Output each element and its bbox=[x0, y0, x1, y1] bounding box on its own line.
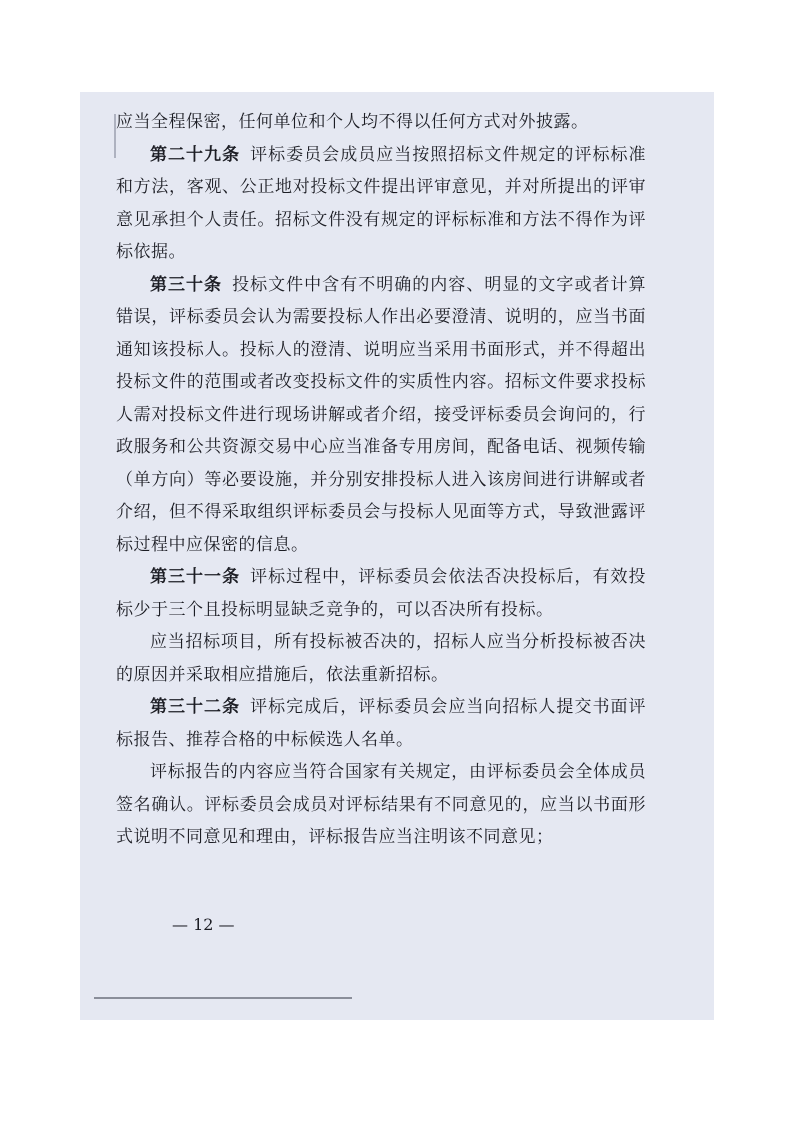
article-heading: 第二十九条 bbox=[150, 144, 241, 165]
paragraph-text: 评标完成后，评标委员会应当向招标人提交书面评标报告、推荐合格的中标候选人名单。 bbox=[116, 697, 647, 750]
paragraph bbox=[116, 106, 646, 139]
document-body bbox=[116, 106, 646, 854]
paragraph-article-32 bbox=[116, 691, 646, 756]
paragraph-text: 投标文件中含有不明确的内容、明显的文字或者计算错误，评标委员会认为需要投标人作出必要澄清、说明的，应当书面通知该投标人。投标人的澄清、说明应当采用书面形式，并不得超出投标文件的范围或者改变投标文件的实质性内容。招标文件要求投标人需对投标文件进行现场讲解或者介绍，接受评标委员会询问的，行政服务和公共资源交易中心应当准备专用房间，配备电话、视频传输（单方向）等必要设施，并分别安排投标人进入该房间进行讲解或者介绍，但不得采取组织评标委员会与投标人见面等方式，导致泄露评标过程中应保密的信息。 bbox=[116, 274, 647, 555]
paragraph-text: 评标报告的内容应当符合国家有关规定，由评标委员会全体成员签名确认。评标委员会成员对评标结果有不同意见的，应当以书面形式说明不同意见和理由，评标报告应当注明该不同意见； bbox=[116, 762, 646, 847]
article-heading: 第三十一条 bbox=[150, 567, 241, 587]
paragraph-text: 应当招标项目，所有投标被否决的，招标人应当分析投标被否决的原因并采取相应措施后，依法重新招标。 bbox=[116, 632, 646, 685]
article-heading: 第三十二条 bbox=[150, 697, 241, 717]
paragraph bbox=[116, 626, 646, 691]
paragraph-article-29 bbox=[116, 139, 646, 269]
article-heading: 第三十条 bbox=[150, 274, 223, 295]
paragraph-article-31 bbox=[116, 561, 646, 626]
paragraph bbox=[116, 756, 646, 854]
paragraph-text: 评标委员会成员应当按照招标文件规定的评标标准和方法，客观、公正地对投标文件提出评审意见，并对所提出的评审意见承担个人责任。招标文件没有规定的评标标准和方法不得作为评标依据。 bbox=[116, 144, 647, 262]
page-number: — 12 — bbox=[172, 915, 235, 934]
paragraph-text: 评标过程中，评标委员会依法否决投标后，有效投标少于三个且投标明显缺乏竞争的，可以否决所有投标。 bbox=[116, 567, 647, 620]
paragraph-text: 应当全程保密，任何单位和个人均不得以任何方式对外披露。 bbox=[116, 112, 589, 132]
paragraph-article-30 bbox=[116, 269, 646, 562]
footer-rule bbox=[94, 997, 352, 999]
